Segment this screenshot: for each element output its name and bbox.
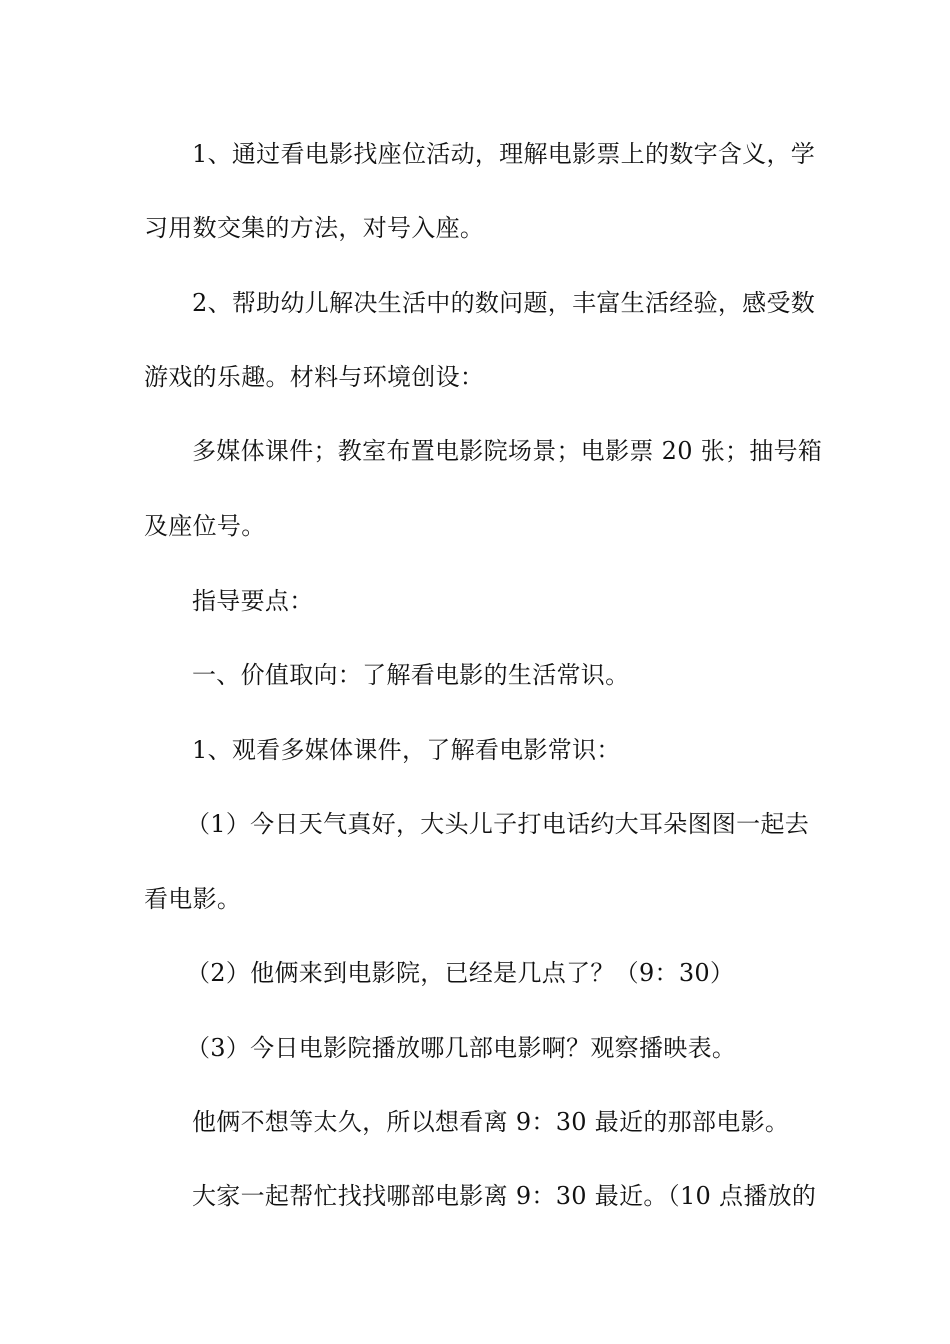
text-line: （1）今日天气真好，大头儿子打电话约大耳朵图图一起去 — [186, 810, 810, 838]
text-line: （3）今日电影院播放哪几部电影啊？观察播映表。 — [186, 1034, 737, 1062]
text-line: 一、价值取向：了解看电影的生活常识。 — [192, 661, 630, 689]
text-line: 及座位号。 — [144, 512, 266, 540]
text-line: 习用数交集的方法，对号入座。 — [144, 214, 485, 242]
text-line: 游戏的乐趣。材料与环境创设： — [144, 363, 485, 391]
text-line: 他俩不想等太久，所以想看离 9：30 最近的那部电影。 — [192, 1108, 790, 1136]
text-line: 1、通过看电影找座位活动，理解电影票上的数字含义，学 — [192, 140, 816, 168]
text-line: 大家一起帮忙找找哪部电影离 9：30 最近。（10 点播放的 — [192, 1182, 817, 1210]
text-line: 1、观看多媒体课件，了解看电影常识： — [192, 736, 621, 764]
text-line: 2、帮助幼儿解决生活中的数问题，丰富生活经验，感受数 — [192, 289, 816, 317]
text-line: 看电影。 — [144, 885, 242, 913]
text-line: 多媒体课件；教室布置电影院场景；电影票 20 张；抽号箱 — [192, 437, 823, 465]
text-line: 指导要点： — [192, 587, 314, 615]
text-line: （2）他俩来到电影院，已经是几点了？（9：30） — [186, 959, 735, 987]
